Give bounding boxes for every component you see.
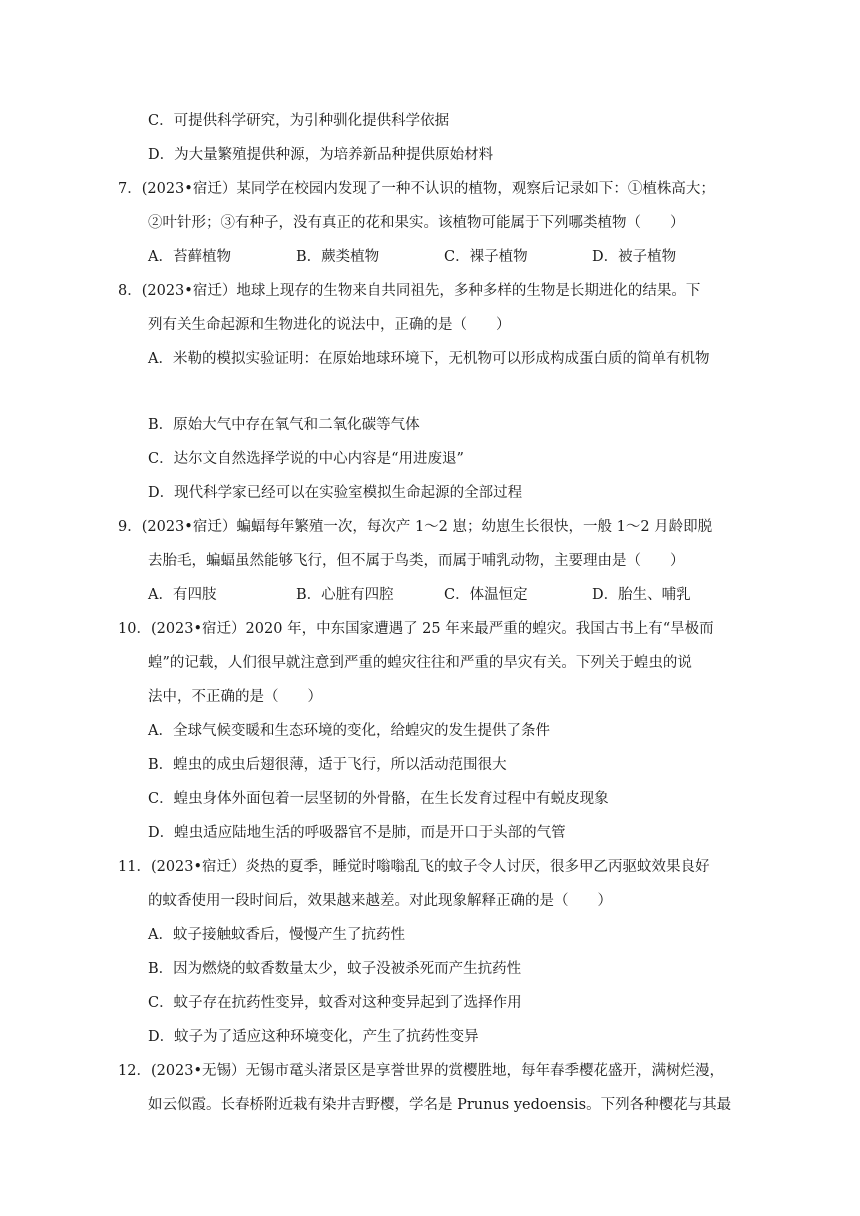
q7-option-b: B．蕨类植物 (296, 249, 380, 265)
q11-option-c: C．蚊子存在抗药性变异，蚊香对这种变异起到了选择作用 (148, 995, 522, 1011)
q9-stem-line-2: 去胎毛，蝙蝠虽然能够飞行，但不属于鸟类，而属于哺乳动物，主要理由是（ ） (148, 553, 685, 569)
q11-option-b: B．因为燃烧的蚊香数量太少，蚊子没被杀死而产生抗药性 (148, 961, 522, 977)
q7-option-a: A．苔藓植物 (148, 249, 231, 265)
q12-stem-line-2: 如云似霞。长春桥附近栽有染井吉野樱，学名是 Prunus yedoensis。下列各种樱花与其最 (148, 1097, 732, 1113)
q7-option-c: C．裸子植物 (444, 249, 528, 265)
q10-stem-line-1: 10．(2023•宿迁）2020 年，中东国家遭遇了 25 年来最严重的蝗灾。我国古书上有“旱极而 (118, 621, 714, 637)
q10-option-a: A．全球气候变暖和生态环境的变化，给蝗灾的发生提供了条件 (148, 723, 550, 739)
q7-stem-line-1: 7．(2023•宿迁）某同学在校园内发现了一种不认识的植物，观察后记录如下：①植株高大； (118, 181, 715, 197)
q11-option-a: A．蚊子接触蚊香后，慢慢产生了抗药性 (148, 927, 405, 943)
q9-option-a: A．有四肢 (148, 587, 217, 603)
q10-option-b: B．蝗虫的成虫后翅很薄，适于飞行，所以活动范围很大 (148, 757, 507, 773)
q9-stem-line-1: 9．(2023•宿迁）蝙蝠每年繁殖一次，每次产 1～2 崽；幼崽生长很快，一般 1～2 月龄即脱 (118, 519, 713, 535)
q8-stem-line-2: 列有关生命起源和生物进化的说法中，正确的是（ ） (148, 317, 511, 333)
q10-stem-line-3: 法中，不正确的是（ ） (148, 689, 322, 705)
q8-option-b: B．原始大气中存在氧气和二氧化碳等气体 (148, 417, 420, 433)
q12-stem-line-1: 12．(2023•无锡）无锡市鼋头渚景区是享誉世界的赏樱胜地，每年春季樱花盛开，满树烂漫， (118, 1063, 725, 1079)
q10-stem-line-2: 蝗”的记载，人们很早就注意到严重的蝗灾往往和严重的旱灾有关。下列关于蝗虫的说 (148, 655, 692, 671)
q11-stem-line-1: 11．(2023•宿迁）炎热的夏季，睡觉时嗡嗡乱飞的蚊子令人讨厌，很多甲乙丙驱蚊效果良好 (118, 859, 710, 875)
q7-option-d: D．被子植物 (592, 249, 677, 265)
q7-stem-line-2: ②叶针形；③有种子，没有真正的花和果实。该植物可能属于下列哪类植物（ ） (148, 215, 685, 231)
q8-stem-line-1: 8．(2023•宿迁）地球上现存的生物来自共同祖先，多种多样的生物是长期进化的结果。下 (118, 283, 701, 299)
q7-options (148, 247, 748, 267)
q6-option-d: D．为大量繁殖提供种源，为培养新品种提供原始材料 (148, 147, 494, 163)
q9-option-c: C．体温恒定 (444, 587, 528, 603)
q11-option-d: D．蚊子为了适应这种环境变化，产生了抗药性变异 (148, 1029, 479, 1045)
q9-options (148, 585, 748, 605)
q8-option-a: A．米勒的模拟实验证明：在原始地球环境下，无机物可以形成构成蛋白质的简单有机物 (148, 351, 710, 367)
q8-option-c: C．达尔文自然选择学说的中心内容是“用进废退” (148, 451, 464, 467)
q10-option-d: D．蝗虫适应陆地生活的呼吸器官不是肺，而是开口于头部的气管 (148, 825, 566, 841)
q6-option-c: C．可提供科学研究，为引种驯化提供科学依据 (148, 113, 450, 129)
q8-option-d: D．现代科学家已经可以在实验室模拟生命起源的全部过程 (148, 485, 523, 501)
q11-stem-line-2: 的蚊香使用一段时间后，效果越来越差。对此现象解释正确的是（ ） (148, 893, 612, 909)
q9-option-d: D．胎生、哺乳 (592, 587, 691, 603)
q10-option-c: C．蝗虫身体外面包着一层坚韧的外骨骼，在生长发育过程中有蜕皮现象 (148, 791, 609, 807)
q9-option-b: B．心脏有四腔 (296, 587, 394, 603)
